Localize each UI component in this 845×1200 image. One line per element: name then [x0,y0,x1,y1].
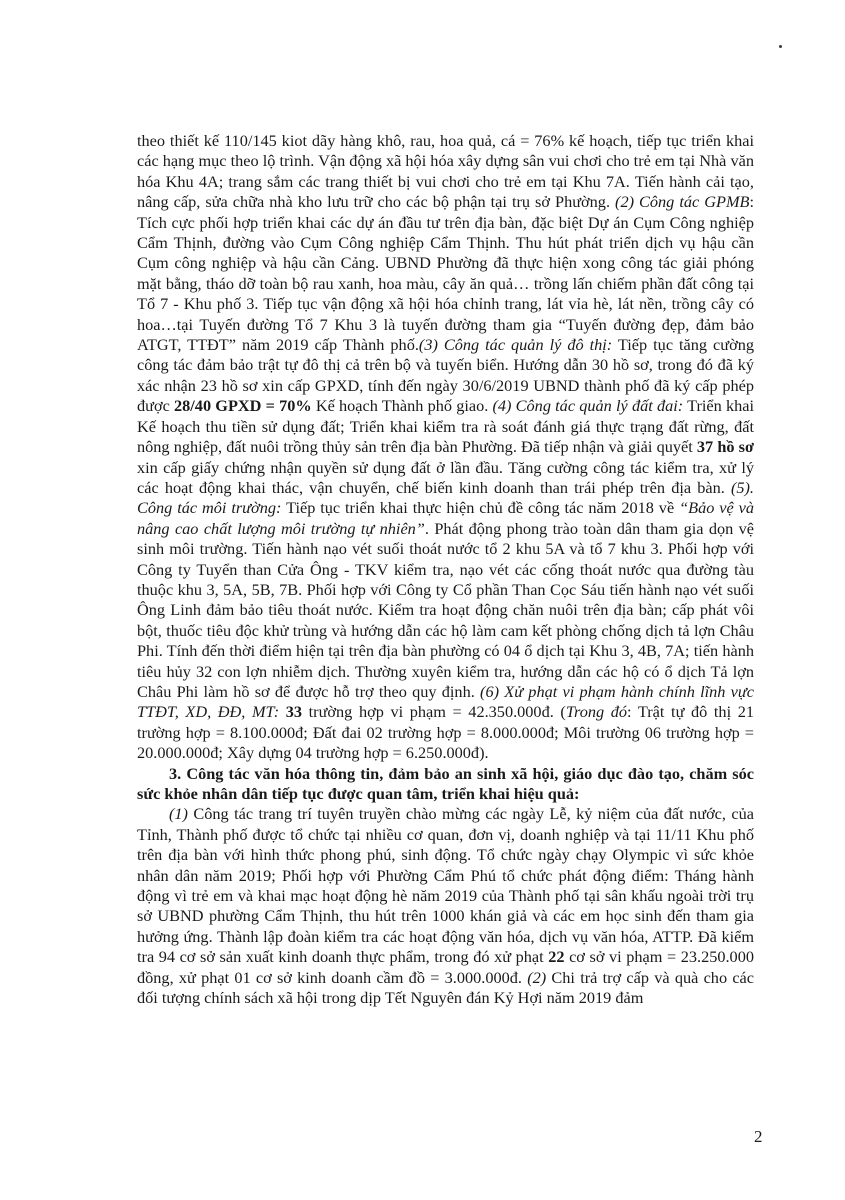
document-body [137,131,754,1008]
paragraph-infrastructure: theo thiết kế 110/145 kiot dãy hàng khô, rau, hoa quả, cá = 76% kế hoạch, tiếp tục triển khai các hạng mục theo lộ trình. Vận động xã hội hóa xây dựng sân vui chơi cho trẻ em tại Nhà văn hóa Khu 4A; trang sắm các trang thiết bị vui chơi cho trẻ em tại Khu 7A. Tiến hành cải tạo, nâng cấp, sửa chữa nhà kho lưu trữ cho các bộ phận tại trụ sở Phường. (2) Công tác GPMB: Tích cực phối hợp triển khai các dự án đầu tư trên địa bàn, đặc biệt Dự án Cụm Công nghiệp Cẩm Thịnh, đường vào Cụm Công nghiệp Cẩm Thịnh. Thu hút phát triển dịch vụ hậu cần Cụm công nghiệp và hậu cần Cảng. UBND Phường đã thực hiện xong công tác giải phóng mặt bằng, tháo dỡ toàn bộ rau xanh, hoa màu, cây ăn quả… trồng lấn chiếm phần đất công tại Tổ 7 - Khu phố 3. Tiếp tục vận động xã hội hóa chỉnh trang, lát vỉa hè, lát nền, trồng cây có hoa…tại Tuyến đường Tổ 7 Khu 3 là tuyến đường tham gia “Tuyến đường đẹp, đảm bảo ATGT, TTĐT” năm 2019 cấp Thành phố.(3) Công tác quản lý đô thị: Tiếp tục tăng cường công tác đảm bảo trật tự đô thị cả trên bộ và tuyến biển. Hướng dẫn 30 hồ sơ, trong đó đã ký xác nhận 23 hồ sơ xin cấp GPXD, tính đến ngày 30/6/2019 UBND thành phố đã ký cấp phép được 28/40 GPXD = 70% Kế hoạch Thành phố giao. (4) Công tác quản lý đất đai: Triển khai Kế hoạch thu tiền sử dụng đất; Triển khai kiểm tra rà soát đánh giá thực trạng đất rừng, đất nông nghiệp, đất nuôi trồng thủy sản trên địa bàn Phường. Đã tiếp nhận và giải quyết 37 hồ sơ xin cấp giấy chứng nhận quyền sử dụng đất ở lần đầu. Tăng cường công tác kiểm tra, xử lý các hoạt động khai thác, vận chuyển, chế biến kinh doanh than trái phép trên địa bàn. (5). Công tác môi trường: Tiếp tục triển khai thực hiện chủ đề công tác năm 2018 về “Bảo vệ và nâng cao chất lượng môi trường tự nhiên”. Phát động phong trào toàn dân tham gia dọn vệ sinh môi trường. Tiến hành nạo vét suối thoát nước tổ 2 khu 5A và tổ 7 khu 3. Phối hợp với Công ty Tuyển than Cửa Ông - TKV kiểm tra, nạo vét các cống thoát nước qua đường tàu thuộc khu 3, 5A, 5B, 7B. Phối hợp với Công ty Cổ phần Than Cọc Sáu tiến hành nạo vét suối Ông Linh đảm bảo tiêu thoát nước. Kiểm tra hoạt động chăn nuôi trên địa bàn; cấp phát vôi bột, thuốc tiêu độc khử trùng và hướng dẫn các hộ làm cam kết phòng chống dịch tả lợn Châu Phi. Tính đến thời điểm hiện tại trên địa bàn phường có 04 ổ dịch tại Khu 3, 4B, 7A; tiến hành tiêu hủy 32 con lợn nhiễm dịch. Thường xuyên kiểm tra, hướng dẫn các hộ có ổ dịch Tả lợn Châu Phi làm hồ sơ để được hỗ trợ theo quy định. (6) Xử phạt vi phạm hành chính lĩnh vực TTĐT, XD, ĐĐ, MT: 33 trường hợp vi phạm = 42.350.000đ. (Trong đó: Trật tự đô thị 21 trường hợp = 8.100.000đ; Đất đai 02 trường hợp = 8.000.000đ; Môi trường 06 trường hợp = 20.000.000đ; Xây dựng 04 trường hợp = 6.250.000đ). [137,131,755,763]
scan-speck [779,45,782,48]
page-number: 2 [754,1127,763,1146]
paragraph-culture: (1) Công tác trang trí tuyên truyền chào mừng các ngày Lễ, kỷ niệm của đất nước, của Tỉnh, Thành phố được tổ chức tại nhiều cơ quan, đơn vị, doanh nghiệp và tại 11/11 Khu phố trên địa bàn với hình thức phong phú, sinh động. Tổ chức ngày chạy Olympic vì sức khỏe nhân dân năm 2019; Phối hợp với Phường Cẩm Phú tổ chức phát động điểm: Tháng hành động vì trẻ em và khai mạc hoạt động hè năm 2019 của Thành phố tại sân khấu ngoài trời trụ sở UBND phường Cẩm Thịnh, thu hút trên 1000 khán giả và các em học sinh đến tham gia hưởng ứng. Thành lập đoàn kiểm tra các hoạt động văn hóa, dịch vụ văn hóa, ATTP. Đã kiểm tra 94 cơ sở sản xuất kinh doanh thực phẩm, trong đó xử phạt 22 cơ sở vi phạm = 23.250.000 đồng, xử phạt 01 cơ sở kinh doanh cầm đồ = 3.000.000đ. (2) Chi trả trợ cấp và quà cho các đối tượng chính sách xã hội trong dịp Tết Nguyên đán Kỷ Hợi năm 2019 đảm [137,804,754,1008]
section-heading-3: 3. Công tác văn hóa thông tin, đảm bảo an sinh xã hội, giáo dục đào tạo, chăm sóc sức khỏe nhân dân tiếp tục được quan tâm, triển khai hiệu quả: [137,763,754,803]
